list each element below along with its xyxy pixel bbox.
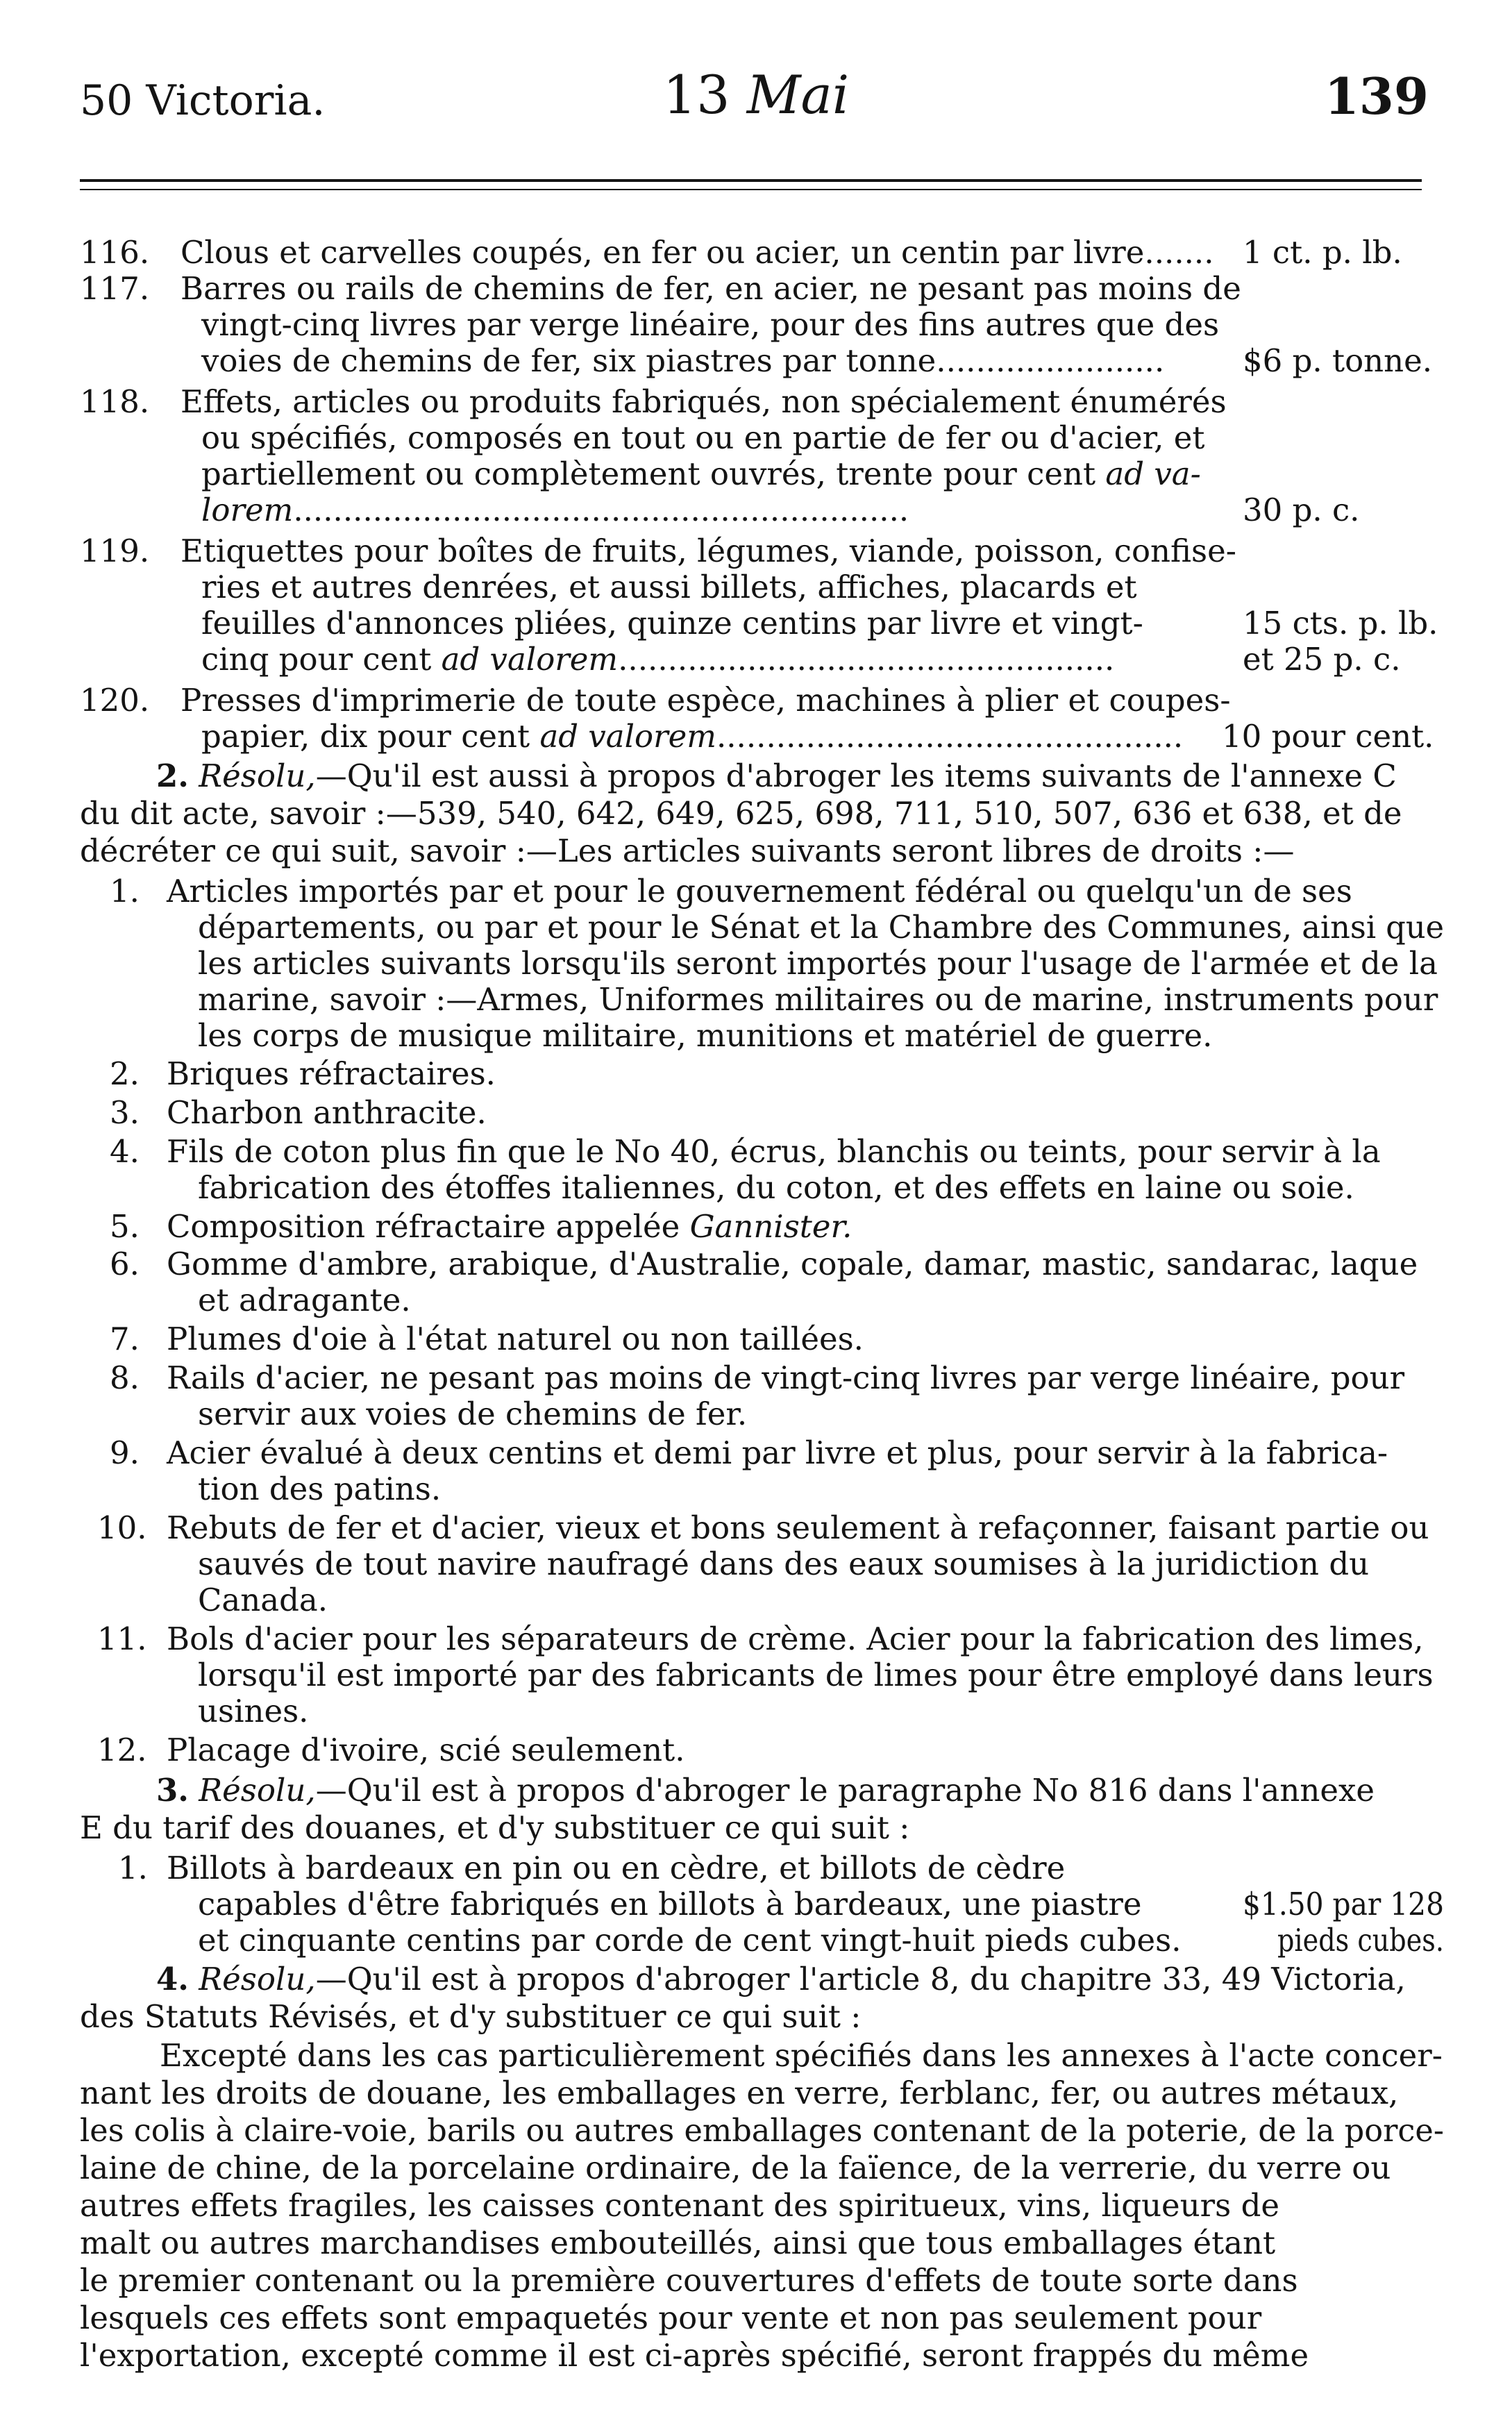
item-rate: et 25 p. c. — [1243, 641, 1401, 678]
item-text: cinq pour cent ad valorem.................................................. — [201, 641, 1115, 678]
list-text: marine, savoir :—Armes, Uniformes militaires ou de marine, instruments pour — [198, 981, 1438, 1018]
resolution-heading: 3. Résolu,—Qu'il est à propos d'abroger le paragraphe No 816 dans l'annexe — [156, 1772, 1375, 1809]
header-day: 13 — [662, 64, 730, 126]
item-number: 119. — [80, 533, 150, 569]
list-text: fabrication des étoffes italiennes, du coton, et des effets en laine ou soie. — [198, 1169, 1354, 1206]
item-text: Presses d'imprimerie de toute espèce, machines à plier et coupes- — [180, 682, 1231, 719]
item-text: Effets, articles ou produits fabriqués, non spécialement énumérés — [180, 383, 1227, 420]
list-text: Composition réfractaire appelée Gannister. — [167, 1208, 852, 1245]
item-text: voies de chemins de fer, six piastres par tonne....................... — [201, 342, 1165, 379]
running-header-left: 50 Victoria. — [80, 76, 326, 125]
running-header-date — [0, 64, 1512, 126]
item-number: 116. — [80, 234, 150, 271]
list-text: Placage d'ivoire, scié seulement. — [167, 1732, 685, 1768]
paragraph-line: le premier contenant ou la première couvertures d'effets de toute sorte dans — [80, 2262, 1298, 2299]
item-rate: 1 ct. p. lb. — [1243, 234, 1402, 271]
list-text: capables d'être fabriqués en billots à bardeaux, une piastre — [198, 1886, 1142, 1922]
list-text: Billots à bardeaux en pin ou en cèdre, et billots de cèdre — [167, 1850, 1066, 1886]
header-rule-thin — [80, 189, 1422, 190]
list-text: usines. — [198, 1693, 309, 1729]
paragraph-line: autres effets fragiles, les caisses contenant des spiritueux, vins, liqueurs de — [80, 2187, 1280, 2224]
list-number: 9. — [110, 1434, 140, 1471]
paragraph-line: nant les droits de douane, les emballages en verre, ferblanc, fer, ou autres métaux, — [80, 2075, 1399, 2111]
list-number: 11. — [97, 1620, 147, 1657]
item-text: lorem.............................................................. — [201, 492, 909, 528]
item-number: 120. — [80, 682, 150, 719]
list-number: 2. — [110, 1055, 140, 1092]
list-text: sauvés de tout navire naufragé dans des eaux soumises à la juridiction du — [198, 1545, 1370, 1582]
paragraph-line: les colis à claire-voie, barils ou autres emballages contenant de la poterie, de la porce- — [80, 2112, 1444, 2149]
item-text: feuilles d'annonces pliées, quinze centins par livre et vingt- — [201, 605, 1143, 642]
header-rule — [80, 179, 1422, 182]
list-text: Fils de coton plus fin que le No 40, écrus, blanchis ou teints, pour servir à la — [167, 1133, 1381, 1170]
paragraph-line: des Statuts Révisés, et d'y substituer ce qui suit : — [80, 1998, 862, 2035]
list-text: et adragante. — [198, 1282, 411, 1318]
list-text: servir aux voies de chemins de fer. — [198, 1396, 748, 1432]
item-text: partiellement ou complètement ouvrés, trente pour cent ad va- — [201, 455, 1201, 492]
paragraph-line: Excepté dans les cas particulièrement spécifiés dans les annexes à l'acte concer- — [160, 2037, 1443, 2074]
item-text: vingt-cinq livres par verge linéaire, pour des fins autres que des — [201, 306, 1220, 343]
item-number: 117. — [80, 270, 150, 307]
item-rate: $6 p. tonne. — [1243, 342, 1433, 379]
item-text: papier, dix pour cent ad valorem............................................... — [201, 718, 1184, 755]
item-text: Barres ou rails de chemins de fer, en acier, ne pesant pas moins de — [180, 270, 1241, 307]
list-number: 4. — [110, 1133, 140, 1170]
page-number: 139 — [1324, 67, 1429, 126]
item-text: Clous et carvelles coupés, en fer ou acier, un centin par livre....... — [180, 234, 1214, 271]
item-text: ou spécifiés, composés en tout ou en partie de fer ou d'acier, et — [201, 419, 1205, 456]
list-text: Plumes d'oie à l'état naturel ou non taillées. — [167, 1321, 864, 1357]
paragraph-line: l'exportation, excepté comme il est ci-après spécifié, seront frappés du même — [80, 2337, 1309, 2374]
list-text: les corps de musique militaire, munitions et matériel de guerre. — [198, 1017, 1213, 1054]
list-text: Bols d'acier pour les séparateurs de crème. Acier pour la fabrication des limes, — [167, 1620, 1424, 1657]
item-rate: 15 cts. p. lb. — [1243, 605, 1438, 642]
list-text: Articles importés par et pour le gouvernement fédéral ou quelqu'un de ses — [167, 873, 1352, 910]
item-rate: 30 p. c. — [1243, 492, 1360, 528]
list-number: 5. — [110, 1208, 140, 1245]
paragraph-line: laine de chine, de la porcelaine ordinaire, de la faïence, de la verrerie, du verre ou — [80, 2150, 1391, 2186]
list-text: et cinquante centins par corde de cent vingt-huit pieds cubes. — [198, 1922, 1182, 1959]
list-number: 7. — [110, 1321, 140, 1357]
header-month: Mai — [746, 64, 850, 126]
list-text: Rebuts de fer et d'acier, vieux et bons seulement à refaçonner, faisant partie ou — [167, 1509, 1429, 1546]
list-text: Gomme d'ambre, arabique, d'Australie, copale, damar, mastic, sandarac, laque — [167, 1246, 1418, 1282]
paragraph-line: du dit acte, savoir :—539, 540, 642, 649, 625, 698, 711, 510, 507, 636 et 638, et de — [80, 795, 1402, 832]
paragraph-line: malt ou autres marchandises embouteillés, ainsi que tous emballages étant — [80, 2224, 1276, 2261]
item-text: Etiquettes pour boîtes de fruits, légumes, viande, poisson, confise- — [180, 533, 1236, 569]
item-number: 118. — [80, 383, 150, 420]
list-text: Canada. — [198, 1582, 328, 1618]
list-text: tion des patins. — [198, 1470, 442, 1507]
list-number: 1. — [118, 1850, 148, 1886]
list-text: Charbon anthracite. — [167, 1094, 487, 1131]
item-rate: pieds cubes. — [1277, 1922, 1445, 1959]
list-number: 12. — [97, 1732, 147, 1768]
paragraph-line: décréter ce qui suit, savoir :—Les articles suivants seront libres de droits :— — [80, 832, 1295, 869]
paragraph-line: E du tarif des douanes, et d'y substituer ce qui suit : — [80, 1809, 910, 1846]
list-number: 10. — [97, 1509, 147, 1546]
list-number: 1. — [110, 873, 140, 910]
resolution-heading: 4. Résolu,—Qu'il est à propos d'abroger l'article 8, du chapitre 33, 49 Victoria, — [156, 1961, 1406, 1997]
list-text: lorsqu'il est importé par des fabricants de limes pour être employé dans leurs — [198, 1657, 1434, 1693]
item-text: ries et autres denrées, et aussi billets, affiches, placards et — [201, 569, 1137, 605]
list-text: départements, ou par et pour le Sénat et la Chambre des Communes, ainsi que — [198, 909, 1445, 946]
list-number: 6. — [110, 1246, 140, 1282]
list-number: 3. — [110, 1094, 140, 1131]
list-text: les articles suivants lorsqu'ils seront importés pour l'usage de l'armée et de la — [198, 945, 1438, 982]
paragraph-line: lesquels ces effets sont empaquetés pour vente et non pas seulement pour — [80, 2299, 1262, 2336]
list-text: Rails d'acier, ne pesant pas moins de vingt-cinq livres par verge linéaire, pour — [167, 1359, 1405, 1396]
list-number: 8. — [110, 1359, 140, 1396]
resolution-heading: 2. Résolu,—Qu'il est aussi à propos d'abroger les items suivants de l'annexe C — [156, 757, 1397, 794]
list-text: Acier évalué à deux centins et demi par livre et plus, pour servir à la fabrica- — [167, 1434, 1388, 1471]
item-rate: $1.50 par 128 — [1243, 1886, 1445, 1922]
list-text: Briques réfractaires. — [167, 1055, 496, 1092]
item-rate: 10 pour cent. — [1222, 718, 1434, 755]
